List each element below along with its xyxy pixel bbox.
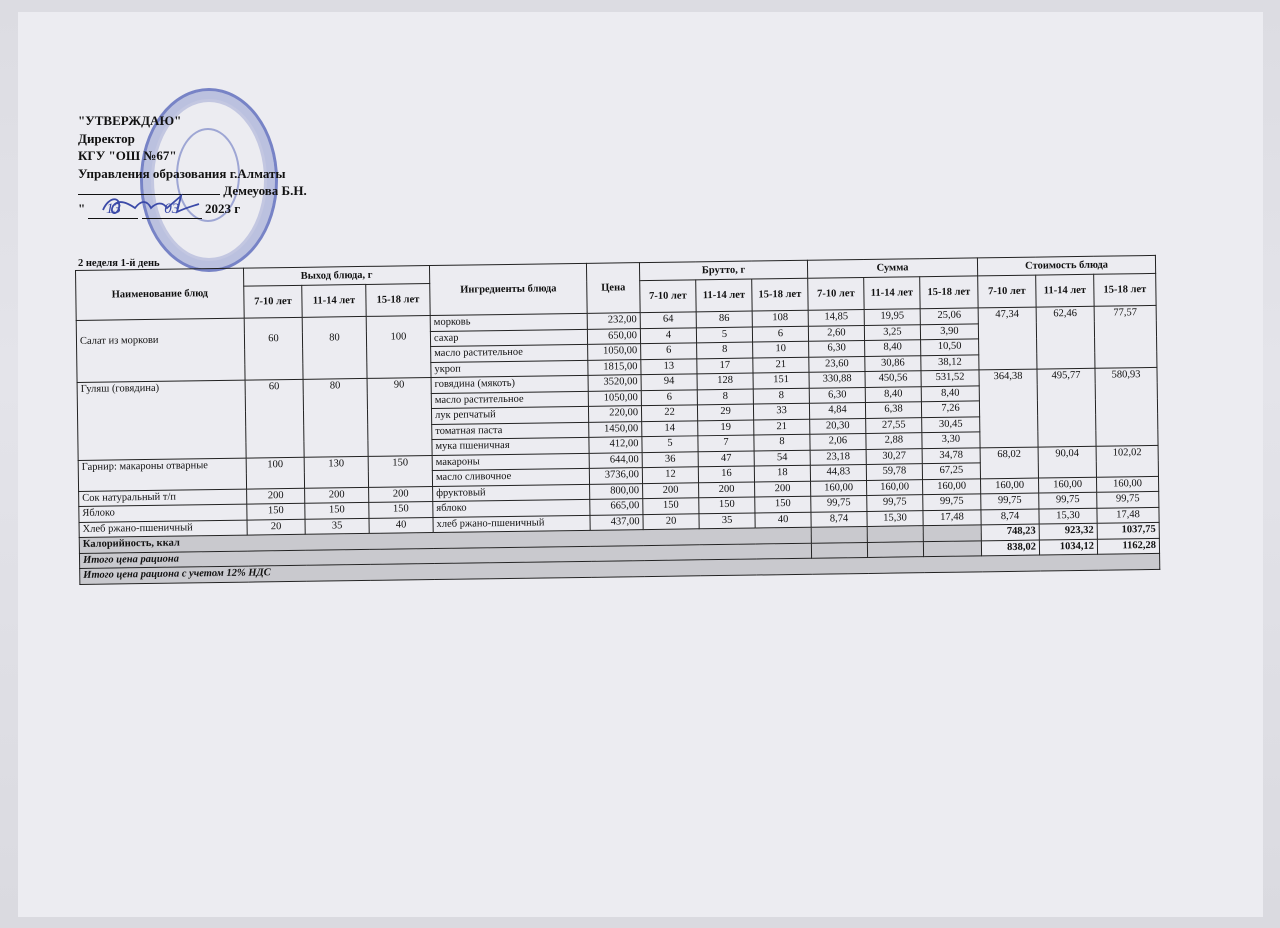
brutto-cell: 94: [641, 374, 697, 390]
yield-cell: 40: [369, 517, 433, 533]
sum-cell: 25,06: [920, 308, 978, 324]
approval-date-month: 03: [142, 201, 202, 220]
header-sum: Сумма: [807, 258, 977, 278]
calories-label: Калорийность, ккал: [79, 527, 811, 553]
yield-cell: 150: [369, 502, 433, 518]
ration-total-label: Итого цена рациона: [79, 543, 811, 569]
empty-cell: [923, 525, 981, 541]
brutto-cell: 16: [698, 466, 754, 482]
brutto-cell: 19: [698, 420, 754, 436]
sum-cell: 8,74: [811, 511, 867, 527]
yield-cell: 100: [246, 457, 304, 489]
ingredient-cell: томатная паста: [432, 422, 589, 440]
approval-date-year: 2023 г: [204, 200, 241, 216]
yield-cell: 35: [305, 518, 369, 534]
empty-cell: [811, 526, 867, 542]
empty-cell: [867, 541, 923, 557]
yield-cell: 100: [366, 316, 431, 379]
price-cell: 3736,00: [589, 468, 642, 484]
brutto-cell: 200: [755, 481, 811, 497]
sum-cell: 23,60: [809, 356, 865, 372]
price-cell: 437,00: [590, 514, 643, 530]
brutto-cell: 54: [754, 450, 810, 466]
price-cell: 220,00: [588, 406, 641, 422]
ingredient-cell: яблоко: [433, 499, 590, 517]
sum-cell: 6,30: [809, 340, 865, 356]
brutto-cell: 21: [754, 419, 810, 435]
brutto-cell: 36: [642, 451, 698, 467]
header-yield-age3: 15-18 лет: [366, 284, 430, 317]
brutto-cell: 7: [698, 435, 754, 451]
brutto-cell: 17: [697, 358, 753, 374]
dish-name: Салат из моркови: [76, 318, 245, 382]
brutto-cell: 200: [699, 482, 755, 498]
cost-cell: 68,02: [980, 447, 1038, 479]
yield-cell: 150: [368, 455, 432, 487]
cost-cell: 160,00: [1096, 476, 1158, 492]
sum-cell: 30,45: [922, 416, 980, 432]
ration-total-cell: 748,23: [981, 524, 1039, 540]
brutto-cell: 64: [640, 312, 696, 328]
sum-cell: 23,18: [810, 449, 866, 465]
cost-cell: 15,30: [1039, 508, 1097, 524]
approval-position: Директор: [78, 130, 135, 146]
header-cost-age1: 7-10 лет: [978, 275, 1036, 308]
brutto-cell: 8: [753, 388, 809, 404]
sum-cell: 14,85: [808, 309, 864, 325]
vat-total-label: Итого цена рациона с учетом 12% НДС: [80, 553, 1160, 584]
sum-cell: 3,30: [922, 432, 980, 448]
brutto-cell: 10: [753, 341, 809, 357]
brutto-cell: 6: [752, 326, 808, 342]
ingredient-cell: фруктовый: [433, 484, 590, 502]
header-yield-age2: 11-14 лет: [302, 284, 366, 317]
brutto-cell: 40: [755, 512, 811, 528]
cost-cell: 8,74: [981, 509, 1039, 525]
brutto-cell: 4: [640, 327, 696, 343]
header-brutto-age2: 11-14 лет: [696, 279, 752, 312]
sum-cell: 450,56: [865, 371, 921, 387]
yield-cell: 20: [247, 519, 305, 535]
sum-cell: 27,55: [866, 417, 922, 433]
brutto-cell: 150: [643, 498, 699, 514]
cost-cell: 17,48: [1097, 507, 1159, 523]
price-cell: 644,00: [589, 452, 642, 468]
sum-cell: 19,95: [864, 309, 920, 325]
brutto-cell: 86: [696, 311, 752, 327]
sum-cell: 3,90: [920, 323, 978, 339]
sum-cell: 2,88: [866, 433, 922, 449]
header-yield: Выход блюда, г: [243, 266, 429, 287]
cost-cell: 62,46: [1036, 306, 1095, 369]
header-yield-age1: 7-10 лет: [244, 285, 302, 318]
brutto-cell: 8: [754, 434, 810, 450]
brutto-cell: 29: [697, 404, 753, 420]
header-cost: Стоимость блюда: [977, 255, 1155, 275]
brutto-cell: 20: [643, 513, 699, 529]
approval-organization: КГУ "ОШ №67": [78, 148, 177, 163]
sum-cell: 20,30: [810, 418, 866, 434]
menu-table: [75, 255, 1160, 585]
brutto-cell: 150: [755, 496, 811, 512]
yield-cell: 80: [303, 378, 368, 456]
cost-cell: 99,75: [981, 493, 1039, 509]
price-cell: 412,00: [589, 437, 642, 453]
ingredient-cell: говядина (мякоть): [431, 375, 588, 393]
brutto-cell: 12: [642, 467, 698, 483]
brutto-cell: 13: [641, 358, 697, 374]
approval-date: " 13 03 2023 г: [78, 200, 307, 220]
brutto-cell: 128: [697, 373, 753, 389]
brutto-cell: 8: [697, 389, 753, 405]
approval-title: "УТВЕРЖДАЮ": [78, 113, 182, 128]
sum-cell: 8,40: [865, 340, 921, 356]
price-cell: 800,00: [590, 483, 643, 499]
vat-total-cell: 838,02: [981, 540, 1039, 556]
approval-department: Управления образования г.Алматы: [78, 165, 286, 181]
brutto-cell: 5: [696, 327, 752, 343]
sum-cell: 531,52: [921, 370, 979, 386]
cost-cell: 364,38: [979, 369, 1038, 447]
header-brutto-age3: 15-18 лет: [752, 278, 808, 311]
week-label: 2 неделя 1-й день: [78, 258, 160, 269]
brutto-cell: 22: [641, 405, 697, 421]
sum-cell: 160,00: [923, 478, 981, 494]
cost-cell: 99,75: [1097, 491, 1159, 507]
empty-cell: [867, 526, 923, 542]
yield-cell: 60: [245, 379, 304, 457]
ingredient-cell: лук репчатый: [431, 406, 588, 424]
ingredient-cell: хлеб ржано-пшеничный: [433, 515, 590, 533]
cost-cell: 47,34: [978, 307, 1037, 370]
yield-cell: 60: [244, 317, 303, 380]
sum-cell: 8,40: [921, 385, 979, 401]
cost-cell: 160,00: [1038, 477, 1096, 493]
header-brutto: Брутто, г: [639, 260, 807, 280]
dish-name: Гарнир: макароны отварные: [78, 458, 246, 491]
cost-cell: 77,57: [1094, 305, 1157, 368]
sum-cell: 99,75: [811, 495, 867, 511]
sum-cell: 99,75: [867, 495, 923, 511]
brutto-cell: 151: [753, 372, 809, 388]
brutto-cell: 47: [698, 451, 754, 467]
yield-cell: 200: [305, 487, 369, 503]
sum-cell: 10,50: [921, 339, 979, 355]
header-sum-age3: 15-18 лет: [920, 276, 978, 309]
dish-name: Сок натуральный т/п: [79, 489, 247, 507]
price-cell: 1815,00: [588, 359, 641, 375]
brutto-cell: 35: [699, 513, 755, 529]
ration-total-cell: 923,32: [1039, 523, 1097, 539]
ingredient-cell: масло сливочное: [432, 468, 589, 486]
sum-cell: 34,78: [922, 447, 980, 463]
price-cell: 1050,00: [588, 344, 641, 360]
approval-date-day: 13: [88, 201, 138, 220]
yield-cell: 200: [247, 488, 305, 504]
header-ingredients: Ингредиенты блюда: [429, 263, 587, 315]
cost-cell: 99,75: [1039, 492, 1097, 508]
yield-cell: 130: [304, 456, 368, 488]
price-cell: 3520,00: [588, 375, 641, 391]
header-sum-age1: 7-10 лет: [808, 277, 864, 310]
price-cell: 665,00: [590, 499, 643, 515]
sum-cell: 44,83: [810, 464, 866, 480]
sum-cell: 4,84: [809, 402, 865, 418]
vat-total-cell: 1162,28: [1097, 538, 1159, 554]
header-cost-age2: 11-14 лет: [1036, 274, 1094, 307]
sum-cell: 17,48: [923, 509, 981, 525]
ingredient-cell: сахар: [430, 329, 587, 347]
yield-cell: 90: [367, 378, 432, 456]
sum-cell: 2,06: [810, 433, 866, 449]
sum-cell: 8,40: [865, 386, 921, 402]
sum-cell: 6,30: [809, 387, 865, 403]
yield-cell: 150: [305, 502, 369, 518]
sum-cell: 38,12: [921, 354, 979, 370]
brutto-cell: 5: [642, 436, 698, 452]
sum-cell: 6,38: [865, 402, 921, 418]
price-cell: 650,00: [587, 328, 640, 344]
brutto-cell: 14: [642, 420, 698, 436]
sum-cell: 99,75: [923, 494, 981, 510]
cost-cell: 160,00: [980, 478, 1038, 494]
ingredient-cell: макароны: [432, 453, 589, 471]
ingredient-cell: мука пшеничная: [432, 437, 589, 455]
ingredient-cell: масло растительное: [431, 391, 588, 409]
yield-cell: 80: [302, 316, 367, 379]
brutto-cell: 8: [697, 342, 753, 358]
yield-cell: 200: [369, 486, 433, 502]
brutto-cell: 108: [752, 310, 808, 326]
ration-total-cell: 1037,75: [1097, 522, 1159, 538]
brutto-cell: 150: [699, 497, 755, 513]
brutto-cell: 6: [641, 343, 697, 359]
sum-cell: 67,25: [922, 463, 980, 479]
cost-cell: 102,02: [1096, 445, 1158, 477]
dish-name: Хлеб ржано-пшеничный: [79, 520, 247, 538]
header-brutto-age1: 7-10 лет: [640, 280, 696, 313]
price-cell: 1450,00: [589, 421, 642, 437]
cost-cell: 580,93: [1095, 367, 1158, 445]
dish-name: Яблоко: [79, 504, 247, 522]
brutto-cell: 200: [643, 482, 699, 498]
handwritten-signature: [95, 190, 205, 220]
ingredient-cell: укроп: [431, 360, 588, 378]
cost-cell: 495,77: [1037, 368, 1096, 446]
header-dish: Наименование блюд: [76, 268, 245, 320]
sum-cell: 30,86: [865, 355, 921, 371]
brutto-cell: 33: [753, 403, 809, 419]
ingredient-cell: масло растительное: [431, 344, 588, 362]
brutto-cell: 18: [754, 465, 810, 481]
empty-cell: [923, 540, 981, 556]
vat-total-cell: 1034,12: [1039, 539, 1097, 555]
brutto-cell: 6: [641, 389, 697, 405]
sum-cell: 30,27: [866, 448, 922, 464]
sum-cell: 3,25: [864, 324, 920, 340]
price-cell: 232,00: [587, 313, 640, 329]
price-cell: 1050,00: [588, 390, 641, 406]
ingredient-cell: морковь: [430, 313, 587, 331]
sum-cell: 330,88: [809, 371, 865, 387]
brutto-cell: 21: [753, 357, 809, 373]
cost-cell: 90,04: [1038, 446, 1096, 478]
dish-name: Гуляш (говядина): [77, 380, 246, 460]
yield-cell: 150: [247, 503, 305, 519]
sum-cell: 160,00: [867, 479, 923, 495]
sum-cell: 2,60: [808, 325, 864, 341]
sum-cell: 160,00: [811, 480, 867, 496]
header-sum-age2: 11-14 лет: [864, 277, 920, 310]
approval-signer-name: Демеуова Б.Н.: [223, 183, 307, 198]
header-cost-age3: 15-18 лет: [1094, 273, 1156, 306]
sum-cell: 59,78: [866, 464, 922, 480]
empty-cell: [811, 542, 867, 558]
sum-cell: 15,30: [867, 510, 923, 526]
header-price: Цена: [586, 263, 640, 314]
sum-cell: 7,26: [921, 401, 979, 417]
